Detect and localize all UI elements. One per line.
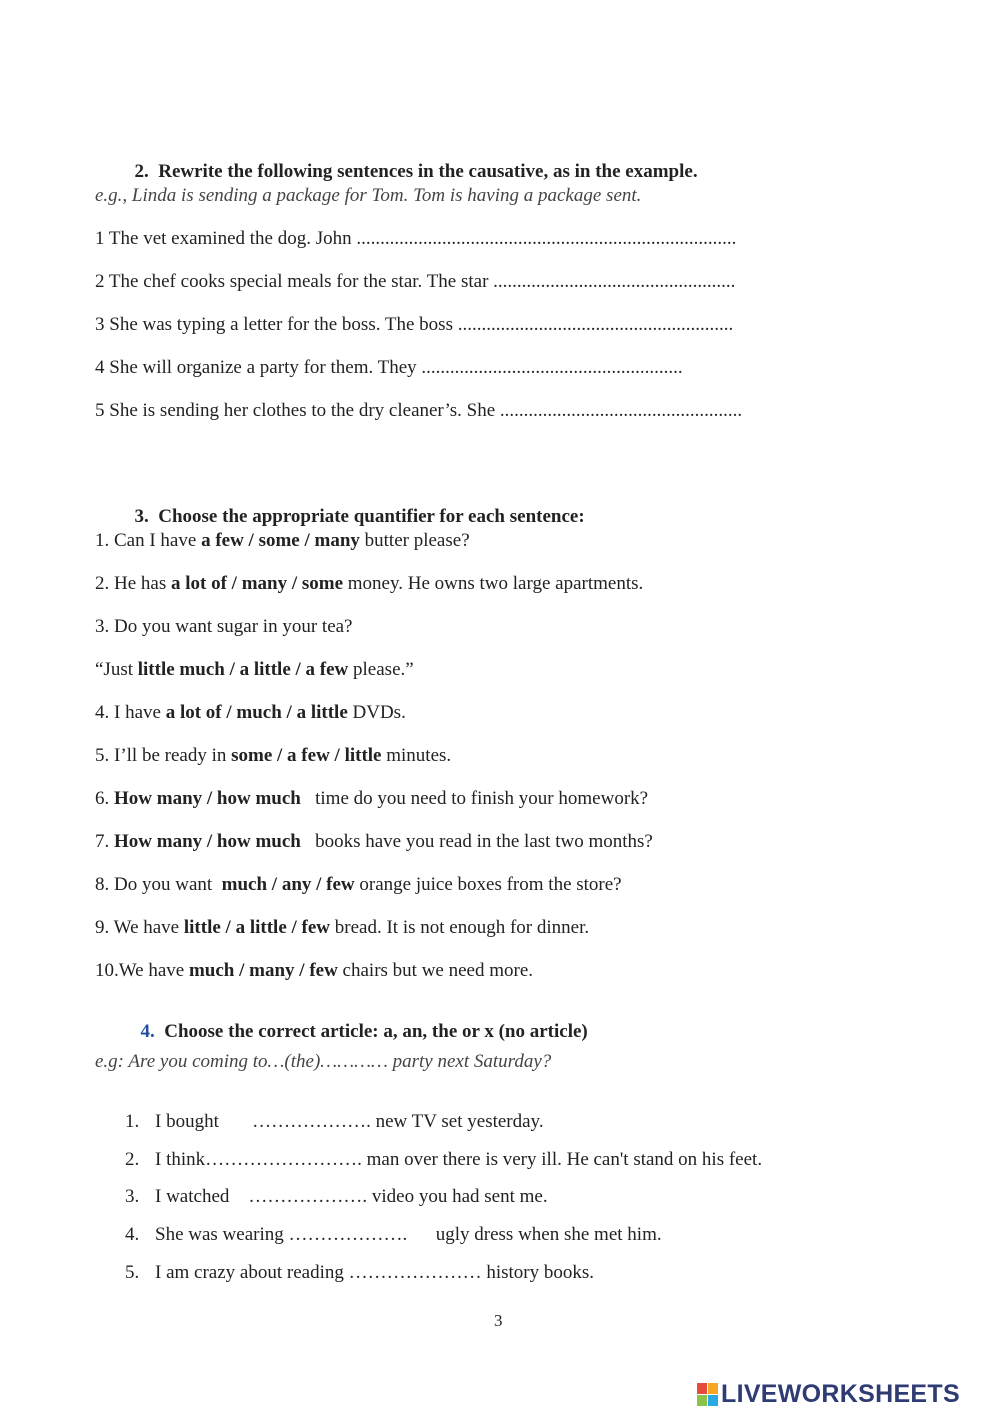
section2-item-4: 4 She will organize a party for them. They ....................................................... bbox=[95, 357, 683, 378]
section2-item-1: 1 The vet examined the dog. John ................................................................................ bbox=[95, 228, 737, 249]
quantifier-options[interactable]: a lot of / much / a little bbox=[165, 702, 348, 723]
section2-number: 2. bbox=[134, 161, 149, 182]
logo-text: LIVEWORKSHEETS bbox=[721, 1379, 960, 1408]
quantifier-options[interactable]: some / a few / little bbox=[231, 745, 382, 766]
section3-item-1: 1. Can I have a few / some / many butter please? bbox=[95, 530, 470, 551]
section4-heading bbox=[131, 1003, 588, 1041]
section2-title: Rewrite the following sentences in the causative, as in the example. bbox=[158, 161, 698, 182]
quantifier-options[interactable]: much / many / few bbox=[188, 960, 338, 981]
quantifier-options[interactable]: How many / how much bbox=[114, 788, 301, 809]
section4-item-3: 3. I watched ………………. video you had sent me. bbox=[125, 1186, 548, 1207]
section4-title: Choose the correct article: a, an, the or x (no article) bbox=[164, 1021, 588, 1042]
section3-item-4: 4. I have a lot of / much / a little DVDs. bbox=[95, 702, 406, 723]
section2-heading bbox=[125, 143, 698, 181]
quantifier-options[interactable]: little / a little / few bbox=[183, 917, 331, 938]
quantifier-options[interactable]: How many / how much bbox=[114, 831, 301, 852]
quantifier-options[interactable]: a lot of / many / some bbox=[170, 573, 344, 594]
section3-item-6: 6. How many / how much time do you need to finish your homework? bbox=[95, 788, 649, 809]
section3-item-3-reply: “Just little much / a little / a few please.” bbox=[95, 659, 414, 680]
section3-item-9: 9. We have little / a little / few bread. It is not enough for dinner. bbox=[95, 917, 590, 938]
section2-item-5: 5 She is sending her clothes to the dry cleaner’s. She ................................................... bbox=[95, 400, 743, 421]
section3-item-5: 5. I’ll be ready in some / a few / little minutes. bbox=[95, 745, 452, 766]
section3-item-7: 7. How many / how much books have you read in the last two months? bbox=[95, 831, 653, 852]
section3-heading bbox=[125, 488, 585, 526]
section3-title: Choose the appropriate quantifier for each sentence: bbox=[158, 506, 585, 527]
section4-item-4: 4. She was wearing ………………. ugly dress when she met him. bbox=[125, 1224, 662, 1245]
section3-item-2: 2. He has a lot of / many / some money. He owns two large apartments. bbox=[95, 573, 644, 594]
section3-item-3: 3. Do you want sugar in your tea? bbox=[95, 616, 353, 637]
section4-example: e.g: Are you coming to…(the)………… party next Saturday? bbox=[95, 1051, 552, 1072]
quantifier-options[interactable]: much / any / few bbox=[221, 874, 355, 895]
logo-mark-icon bbox=[697, 1383, 718, 1406]
section4-number: 4. bbox=[140, 1021, 155, 1042]
section4-item-5: 5. I am crazy about reading ………………… history books. bbox=[125, 1262, 595, 1283]
page-number: 3 bbox=[494, 1311, 503, 1330]
section4-item-1: 1. I bought ………………. new TV set yesterday. bbox=[125, 1111, 544, 1132]
section3-number: 3. bbox=[134, 506, 149, 527]
quantifier-options[interactable]: little much / a little / a few bbox=[137, 659, 349, 680]
quantifier-options[interactable]: a few / some / many bbox=[201, 530, 360, 551]
section3-item-8: 8. Do you want much / any / few orange juice boxes from the store? bbox=[95, 874, 622, 895]
section2-example: e.g., Linda is sending a package for Tom. Tom is having a package sent. bbox=[95, 185, 642, 206]
section3-item-10: 10.We have much / many / few chairs but we need more. bbox=[95, 960, 534, 981]
section2-item-2: 2 The chef cooks special meals for the star. The star ................................................... bbox=[95, 271, 736, 292]
section4-item-2: 2. I think……………………. man over there is very ill. He can't stand on his feet. bbox=[125, 1149, 763, 1170]
section2-item-3: 3 She was typing a letter for the boss. The boss .......................................................... bbox=[95, 314, 734, 335]
liveworksheets-logo bbox=[697, 1380, 960, 1408]
